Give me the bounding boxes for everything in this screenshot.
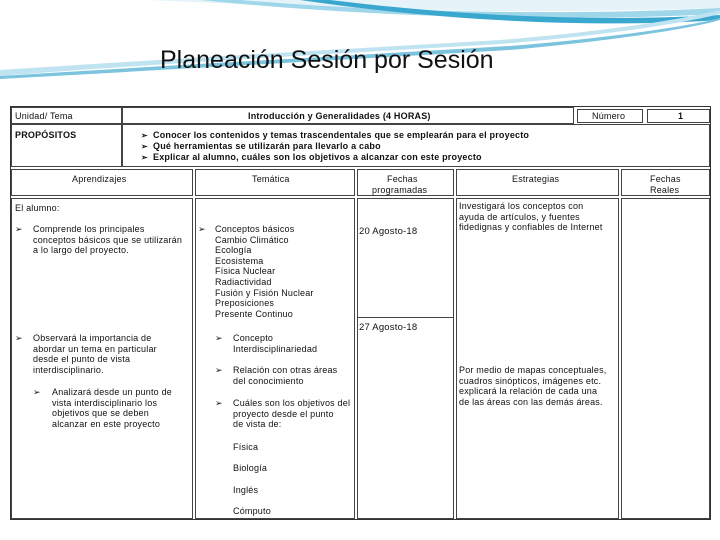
aprendizaje-line: abordar un tema en particular [33, 343, 157, 354]
tematica-concepto: Física Nuclear [215, 266, 276, 277]
aprendizaje-line: alcanzar en este proyecto [52, 418, 161, 429]
fecha-programada: 27 Agosto-18 [359, 322, 418, 333]
intro-cell [122, 107, 574, 124]
tematica-area: Biología [233, 463, 268, 473]
propositos-cell [122, 124, 710, 167]
tematica-line: Interdisciplinariedad [233, 343, 318, 354]
tematica-area: Inglés [233, 485, 259, 495]
tematica-line: Cuáles son los objetivos del [233, 398, 351, 408]
col-fechas-prog-line1: Fechas [387, 174, 418, 184]
col-aprendizajes [11, 169, 193, 196]
tematica-conceptos-header: Conceptos básicos [215, 224, 295, 234]
col-fechas-prog-line2: programadas [372, 185, 428, 195]
aprendizaje-line: desde el punto de vista [33, 354, 131, 365]
tematica-line: proyecto desde el punto [233, 408, 334, 419]
estrategia-line: explicará la relación de cada una [459, 386, 598, 397]
intro-title: Introducción y Generalidades (4 HORAS) [248, 111, 431, 121]
aprendizaje-line: interdisciplinario. [33, 364, 104, 375]
tematica-concepto: Ecología [215, 245, 252, 256]
aprendizaje-line: a lo largo del proyecto. [33, 245, 129, 256]
col-aprendizajes-label: Aprendizajes [72, 174, 127, 184]
aprendizaje-line: conceptos básicos que se utilizarán [33, 234, 183, 245]
tematica-concepto: Presente Continuo [215, 308, 293, 319]
tematica-area: Física [233, 442, 259, 452]
fecha-programada: 20 Agosto-18 [359, 226, 418, 237]
col-fechas-programadas [357, 169, 454, 196]
numero-cell [577, 109, 643, 123]
estrategia-line: ayuda de artículos, y fuentes [459, 211, 580, 222]
aprendizaje-line: vista interdisciplinario los [52, 397, 158, 408]
tematica-concepto: Ecosistema [215, 255, 264, 266]
aprendizaje-line: Comprende los principales [33, 224, 145, 234]
arrow-bullet-icon: ➢ [141, 131, 148, 140]
tematica-concepto: Radiactividad [215, 277, 272, 287]
estrategia-line: Investigará los conceptos con [459, 201, 584, 211]
estrategia-line: de las áreas con las demás áreas. [459, 396, 603, 407]
aprendizajes-body [11, 198, 193, 519]
unidad-label: Unidad/ Tema [15, 111, 73, 121]
arrow-bullet-icon: ➢ [141, 153, 148, 162]
arrow-bullet-icon: ➢ [215, 333, 223, 343]
col-estrategias [456, 169, 619, 196]
col-fechas-reales-line1: Fechas [650, 174, 681, 184]
arrow-bullet-icon: ➢ [198, 224, 206, 234]
tematica-area: Cómputo [233, 506, 271, 516]
planning-document [10, 106, 711, 520]
estrategias-body [456, 198, 619, 519]
proposito-item [141, 130, 529, 142]
tematica-line: del conocimiento [233, 375, 304, 386]
arrow-bullet-icon: ➢ [215, 398, 223, 408]
arrow-bullet-icon: ➢ [215, 365, 223, 375]
aprendizaje-line: Analizará desde un punto de [52, 387, 172, 397]
estrategia-line: cuadros sinópticos, imágenes etc. [459, 375, 602, 386]
fechas-reales-body [621, 198, 710, 519]
proposito-item [141, 152, 482, 164]
proposito-text: Qué herramientas se utilizarán para llevarlo a cabo [153, 141, 381, 151]
numero-value: 1 [678, 111, 684, 121]
unidad-cell [11, 107, 122, 124]
col-estrategias-label: Estrategias [512, 174, 560, 184]
tematica-line: de vista de: [233, 419, 282, 430]
proposito-text: Explicar al alumno, cuáles son los objetivos a alcanzar con este proyecto [153, 152, 482, 162]
col-tematica-label: Temática [252, 174, 290, 184]
numero-label: Número [592, 111, 626, 121]
aprendizaje-line: Observará la importancia de [33, 333, 152, 343]
estrategia-line: Por medio de mapas conceptuales, [459, 365, 607, 375]
aprendizajes-intro: El alumno: [15, 203, 60, 213]
tematica-body [195, 198, 355, 519]
aprendizaje-line: objetivos que se deben [52, 408, 149, 419]
propositos-label-cell [11, 124, 122, 167]
tematica-line: Concepto [233, 333, 274, 343]
tematica-line: Relación con otras áreas [233, 365, 338, 375]
arrow-bullet-icon: ➢ [33, 387, 41, 397]
col-fechas-reales-line2: Reales [650, 185, 680, 195]
fechas-programadas-body [357, 198, 454, 519]
arrow-bullet-icon: ➢ [15, 333, 23, 343]
tematica-concepto: Cambio Climático [215, 234, 289, 245]
numero-value-cell [647, 109, 710, 123]
proposito-item [141, 141, 381, 153]
tematica-concepto: Fusión y Fisión Nuclear [215, 287, 314, 298]
col-tematica [195, 169, 355, 196]
slide-title: Planeación Sesión por Sesión [160, 46, 494, 74]
fecha-divider [358, 317, 454, 318]
arrow-bullet-icon: ➢ [141, 142, 148, 151]
tematica-concepto: Preposiciones [215, 298, 275, 309]
col-fechas-reales [621, 169, 710, 196]
arrow-bullet-icon: ➢ [15, 224, 23, 234]
proposito-text: Conocer los contenidos y temas trascendentales que se emplearán para el proyecto [153, 130, 530, 140]
propositos-label: PROPÓSITOS [15, 130, 77, 140]
estrategia-line: fidedignas y confiables de Internet [459, 222, 603, 233]
